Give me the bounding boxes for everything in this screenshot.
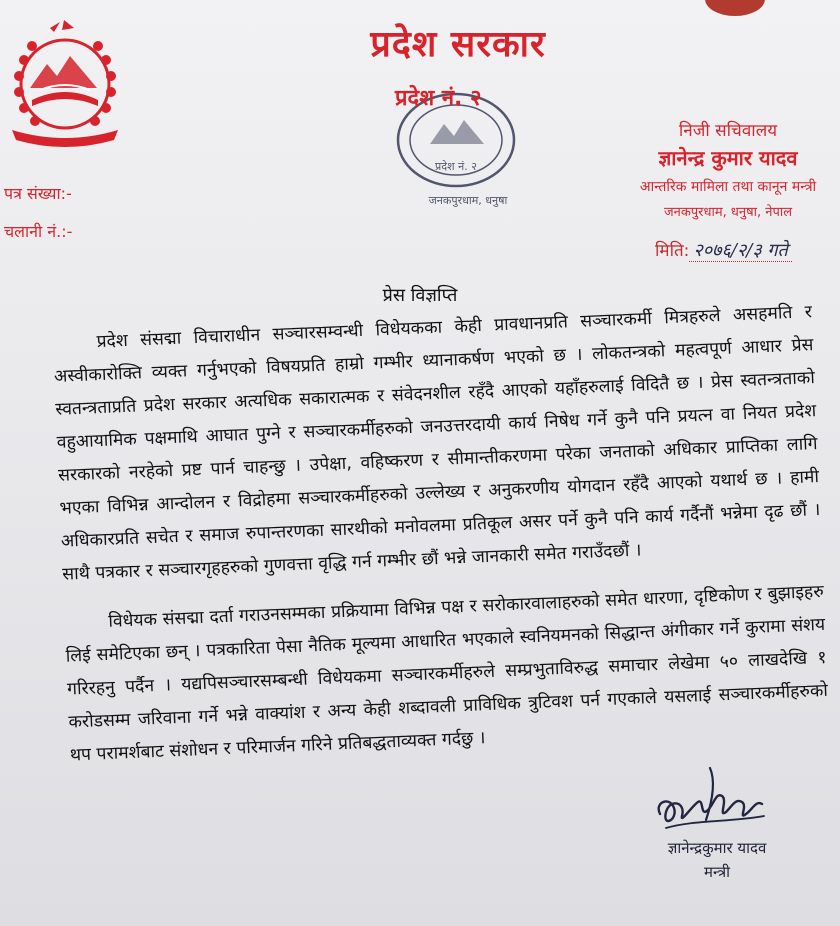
paragraph-2: विधेयक संसद्मा दर्ता गराउनसम्मका प्रक्रियामा विभिन्न पक्ष र सरोकारवालाहरुको समेत धारणा, दृष्टिकोण र बुझाइहरु लिई समेटिएका छन् । पत्रकारिता पेसा नैतिक मूल्यमा आधारित भएकाले स्वनियमनको सिद्धान्त अंगीकार गर्ने कुरामा संशय गरिरहनु पर्दैन । यद्यपिसञ्चारसम्बन्धी विधेयकमा सञ्चारकर्मीहरुले सम्प्रभुताविरुद्ध समाचार लेखेमा ५० लाखदेखि १ करोडसम्म जरिवाना गर्ने भन्ने वाक्यांश र अन्य केही शब्दावली प्राविधिक त्रुटिवश पर्न गएकाले यसलाई सञ्चारकर्मीहरुको थप परामर्शबाट संशोधन र परिमार्जन गरिने प्रतिबद्धताव्यक्त गर्दछु ।	[65, 581, 829, 766]
date-label: मिति:	[655, 241, 690, 261]
office-address: जनकपुरधाम, धनुषा, नेपाल	[663, 205, 793, 220]
letter-number-label: पत्र संख्या:-	[4, 184, 72, 203]
stamp-line-2: जनकपुरधाम, धनुषा	[428, 194, 508, 207]
paragraph-1: प्रदेश संसद्मा विचाराधीन सञ्चारसम्वन्धी विधेयकका केही प्रावधानप्रति सञ्चारकर्मी मित्रहरुले असहमति र अस्वीकारोक्ति व्यक्त गर्नुभएको विषयप्रति हाम्रो गम्भीर ध्यानाकर्षण भएको छ । लोकतन्त्रको महत्वपूर्ण आधार प्रेस स्वतन्त्रताप्रति प्रदेश सरकार अत्यधिक सकारात्मक र संवेदनशील रहँदै आएको यहाँहरुलाई विदितै छ । प्रेस स्वतन्त्रताको वहुआयामिक पक्षमाथि आघात पुग्ने र सञ्चारकर्मीहरुको जनउत्तरदायी कार्य निषेध गर्ने कुनै पनि प्रयत्न वा नियत प्रदेश सरकारको नरहेको प्रष्ट पार्न चाहन्छु । उपेक्षा, वहिष्करण र सीमान्तीकरणमा परेका जनताको अधिकार प्राप्तिका लागि भएका विभिन्न आन्दोलन र विद्रोहमा सञ्चारकर्मीहरुको उल्लेख्य र अनुकरणीय योगदान रहँदै आएको यथार्थ छ । हामी अधिकारप्रति सचेत र समाज रुपान्तरणका सारथीको मनोवलमा प्रतिकूल असर पर्ने कुनै पनि कार्य गर्दैनौं भन्नेमा दृढ छौं । साथै पत्रकार र सञ्चारगृहहरुको गुणवत्ता वृद्धि गर्न गम्भीर छौं भन्ने जानकारी समेत गराउँदछौं ।	[53, 302, 821, 585]
stamp-line-1: प्रदेश नं. २	[435, 160, 477, 173]
press-release-body	[52, 296, 831, 788]
signatory-title: मन्त्री	[703, 863, 730, 881]
nepal-emblem-icon	[2, 18, 128, 148]
handwritten-signature	[652, 762, 772, 848]
letterhead-subtitle: प्रदेश नं. २	[395, 86, 482, 111]
signatory-name: ज्ञानेन्द्रकुमार यादव	[667, 839, 767, 857]
press-release-heading: प्रेस विज्ञप्ति	[382, 285, 458, 306]
minister-office-block	[628, 118, 828, 220]
ministry-name: आन्तरिक मामिला तथा कानून मन्त्री	[639, 179, 817, 195]
finger-tip	[705, 0, 765, 16]
minister-name: ज्ञानेन्द्र कुमार यादव	[658, 146, 798, 170]
office-name: निजी सचिवालय	[678, 121, 778, 141]
letterhead-title: प्रदेश सरकार	[370, 24, 546, 65]
dispatch-number-label: चलानी नं.:-	[4, 222, 73, 241]
date-field	[655, 238, 792, 262]
date-value: २०७६/२/३ गते	[689, 240, 791, 262]
